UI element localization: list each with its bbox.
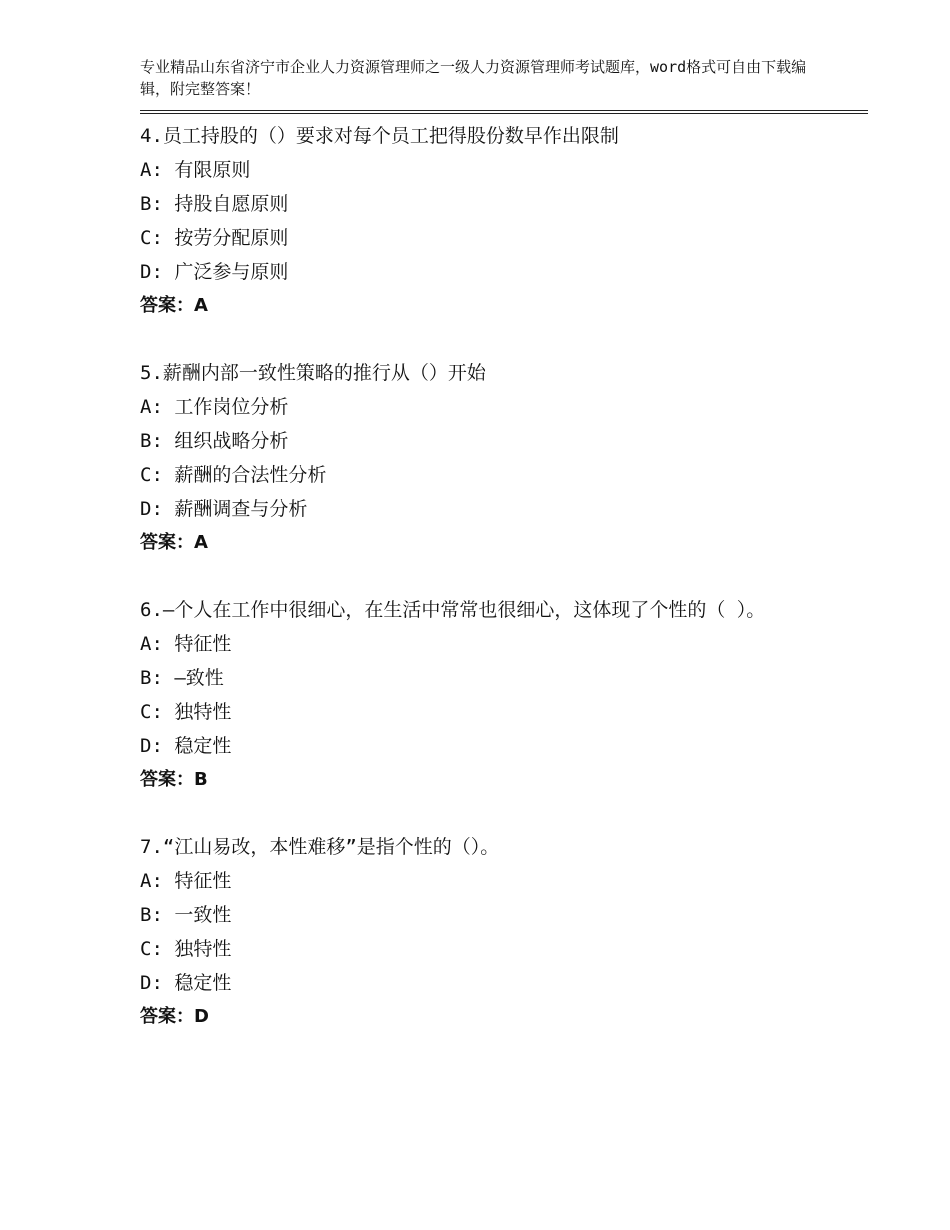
option-c: C: 薪酬的合法性分析: [140, 464, 327, 486]
option-d: D: 广泛参与原则: [140, 261, 289, 283]
option-a: A: 工作岗位分析: [140, 396, 289, 418]
question-text: 7.“江山易改，本性难移”是指个性的（）。: [140, 836, 500, 858]
question-6: [140, 593, 868, 797]
answer-line: 答案：A: [140, 532, 208, 553]
option-a: A: 有限原则: [140, 159, 251, 181]
option-b: B: 一致性: [140, 904, 232, 926]
question-4: [140, 119, 868, 323]
option-a: A: 特征性: [140, 633, 232, 655]
option-b: B: 持股自愿原则: [140, 193, 289, 215]
option-c: C: 按劳分配原则: [140, 227, 289, 249]
header-divider: [140, 110, 868, 114]
option-d: D: 稳定性: [140, 972, 232, 994]
question-5: [140, 356, 868, 560]
option-a: A: 特征性: [140, 870, 232, 892]
header-rule-bottom: [140, 113, 868, 114]
question-text: 4.员工持股的（）要求对每个员工把得股份数早作出限制: [140, 125, 619, 147]
question-7: [140, 830, 868, 1034]
option-b: B: 组织战略分析: [140, 430, 289, 452]
header-rule-top: [140, 110, 868, 111]
option-c: C: 独特性: [140, 701, 232, 723]
option-d: D: 薪酬调查与分析: [140, 498, 308, 520]
question-text: 6.—个人在工作中很细心，在生活中常常也很细心，这体现了个性的（ ）。: [140, 599, 766, 621]
answer-line: 答案：D: [140, 1006, 209, 1027]
document-header: 专业精品山东省济宁市企业人力资源管理师之一级人力资源管理师考试题库，word格式可自由下载编辑，附完整答案！: [140, 58, 807, 98]
option-c: C: 独特性: [140, 938, 232, 960]
option-d: D: 稳定性: [140, 735, 232, 757]
question-text: 5.薪酬内部一致性策略的推行从（）开始: [140, 362, 486, 384]
answer-line: 答案：B: [140, 769, 208, 790]
answer-line: 答案：A: [140, 295, 208, 316]
option-b: B: —致性: [140, 667, 224, 689]
document-page: [140, 56, 868, 1067]
